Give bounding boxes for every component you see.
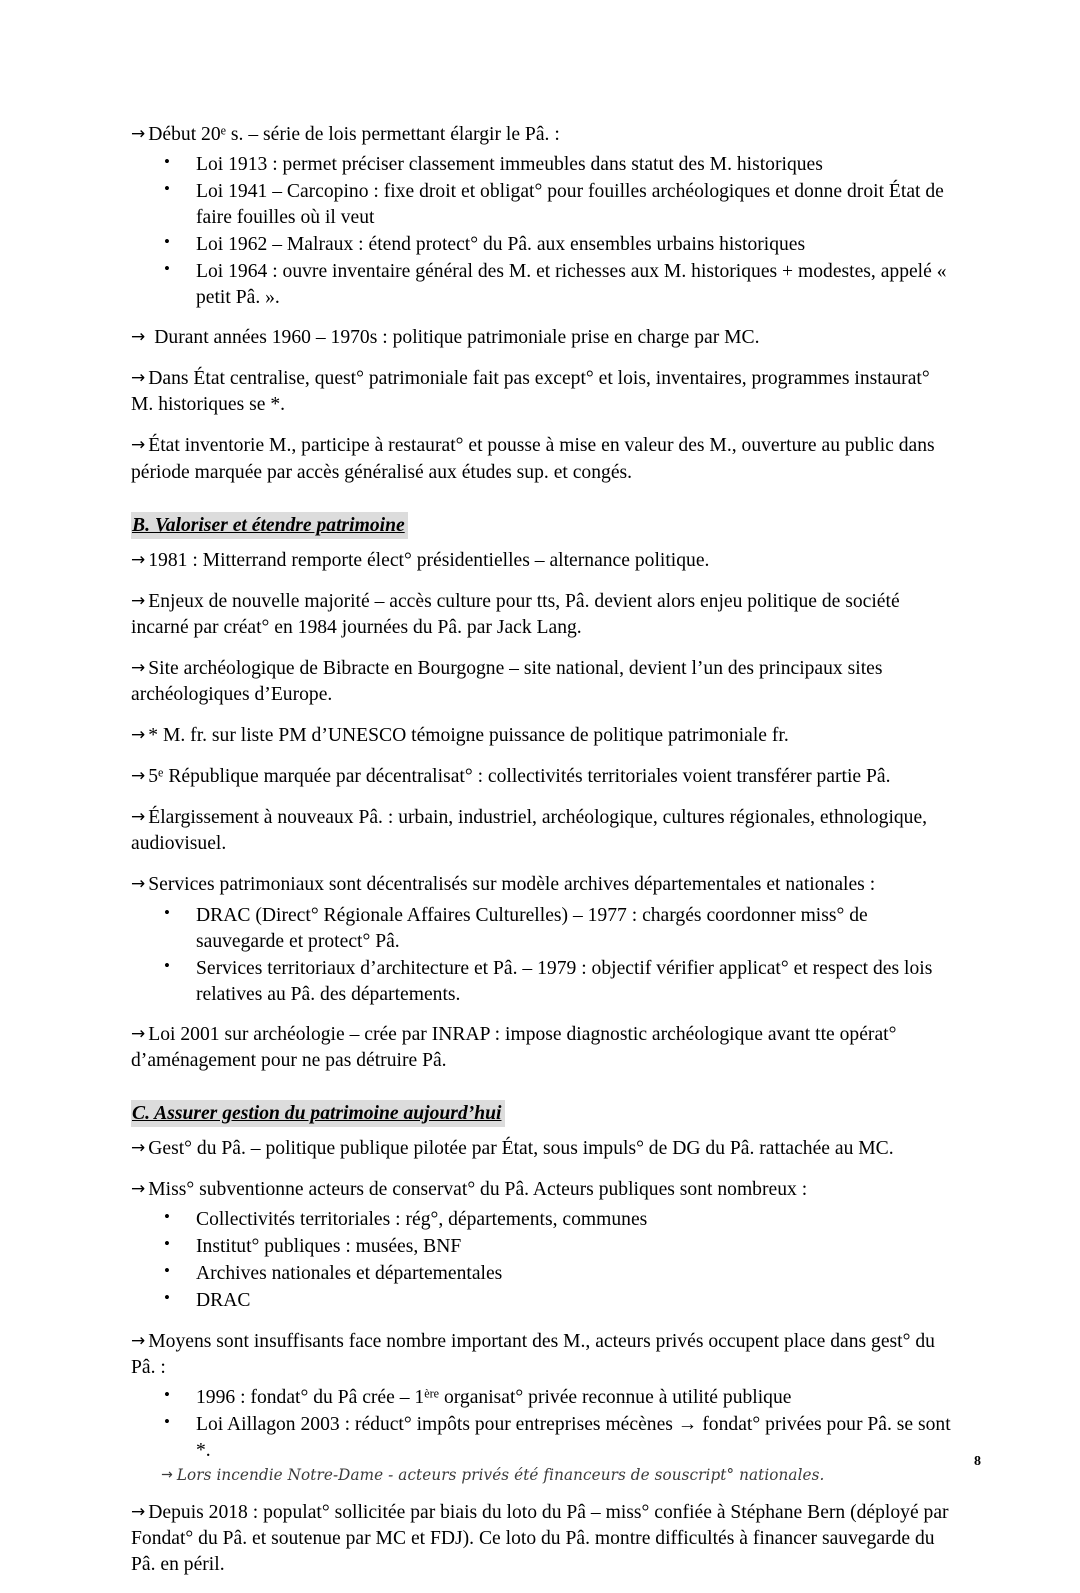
- list-acteurs-publiques: [131, 1207, 951, 1314]
- paragraph-elargissement-text: Élargissement à nouveaux Pâ. : urbain, industriel, archéologique, cultures régionales, ethnologique, audiovisuel.: [131, 807, 928, 855]
- paragraph-moyens-insuffisants: [131, 1329, 951, 1381]
- paragraph-durant-annees: [131, 325, 951, 351]
- arrow-icon: →: [131, 1330, 146, 1351]
- handwritten-annotation-notre-dame: [131, 1466, 951, 1486]
- arrow-icon: →: [131, 550, 146, 571]
- paragraph-debut-20e-after: s. – série de lois permettant élargir le Pâ. :: [226, 124, 560, 145]
- arrow-icon: →: [161, 1466, 173, 1483]
- paragraph-enjeux-majorite: [131, 589, 951, 641]
- list-item-1996-after: organisat° privée reconnue à utilité publique: [439, 1386, 792, 1408]
- arrow-icon: →: [131, 1023, 146, 1044]
- paragraph-elargissement: [131, 805, 951, 857]
- paragraph-unesco-text: * M. fr. sur liste PM d’UNESCO témoigne puissance de politique patrimoniale fr.: [148, 725, 789, 747]
- superscript-ordinal-ere: ère: [424, 1386, 440, 1401]
- arrow-icon: →: [131, 725, 146, 746]
- arrow-icon: →: [131, 124, 146, 144]
- paragraph-5e-republique-after: République marquée par décentralisat° : collectivités territoriales voient transférer partie Pâ.: [163, 766, 891, 788]
- paragraph-debut-20e-before: Début 20: [148, 124, 221, 145]
- paragraph-services-patrimoniaux-text: Services patrimoniaux sont décentralisés sur modèle archives départementales et nationales :: [148, 874, 876, 896]
- paragraph-enjeux-majorite-text: Enjeux de nouvelle majorité – accès culture pour tts, Pâ. devient alors enjeu politique de société incarné par créat° en 1984 journées du Pâ. par Jack Lang.: [131, 591, 900, 639]
- paragraph-etat-centralise-text: Dans État centralise, quest° patrimoniale fait pas except° et lois, inventaires, programmes instaurat° M. historiques se *.: [131, 368, 930, 416]
- paragraph-unesco: [131, 723, 951, 749]
- arrow-icon: →: [131, 591, 146, 612]
- paragraph-services-patrimoniaux: [131, 872, 951, 898]
- paragraph-etat-inventorie: [131, 433, 951, 485]
- paragraph-debut-20e: [131, 122, 951, 148]
- section-heading-c-wrapper: [131, 1100, 951, 1136]
- superscript-ordinal-e: e: [158, 765, 164, 780]
- paragraph-moyens-insuffisants-text: Moyens sont insuffisants face nombre important des M., acteurs privés occupent place dans gest° du Pâ. :: [131, 1330, 935, 1378]
- handwritten-annotation-text: Lors incendie Notre-Dame - acteurs privés été financeurs de souscript° nationales.: [176, 1465, 825, 1484]
- list-item: • Loi 1964 : ouvre inventaire général des M. et richesses aux M. historiques + modestes, appelé « petit Pâ. ».: [131, 259, 951, 311]
- arrow-icon: →: [131, 766, 146, 787]
- paragraph-etat-inventorie-text: État inventorie M., participe à restaurat° et pousse à mise en valeur des M., ouverture au public dans période marquée par accès généralisé aux études sup. et congés.: [131, 435, 935, 483]
- list-lois: [131, 152, 951, 311]
- section-heading-b-wrapper: [131, 512, 951, 548]
- paragraph-depuis-2018: [131, 1500, 951, 1578]
- list-item: • Loi 1962 – Malraux : étend protect° du Pâ. aux ensembles urbains historiques: [131, 232, 951, 258]
- list-item: • DRAC: [131, 1288, 951, 1314]
- arrow-icon: →: [131, 368, 146, 389]
- arrow-icon: →: [131, 807, 146, 828]
- paragraph-1981-mitterrand: [131, 548, 951, 574]
- arrow-icon: →: [131, 435, 146, 456]
- paragraph-loi-2001-text: Loi 2001 sur archéologie – crée par INRAP : impose diagnostic archéologique avant tte opérat° d’aménagement pour ne pas détruire Pâ.: [131, 1023, 897, 1071]
- arrow-icon: →: [131, 327, 146, 348]
- paragraph-5e-republique-before: 5: [148, 766, 159, 788]
- list-item: • Loi Aillagon 2003 : réduct° impôts pour entreprises mécènes → fondat° privées pour Pâ. se sont *.: [131, 1412, 951, 1464]
- arrow-icon: →: [131, 874, 146, 895]
- arrow-icon: →: [131, 1138, 146, 1159]
- superscript-ordinal-e: e: [220, 123, 227, 138]
- list-item: • DRAC (Direct° Régionale Affaires Culturelles) – 1977 : chargés coordonner miss° de sauvegarde et protect° Pâ.: [131, 903, 951, 955]
- list-item: • Collectivités territoriales : rég°, départements, communes: [131, 1207, 951, 1233]
- list-item: [131, 1385, 951, 1411]
- arrow-icon: →: [131, 1179, 146, 1200]
- section-heading-b: B. Valoriser et étendre patrimoine: [131, 512, 408, 539]
- paragraph-bibracte-text: Site archéologique de Bibracte en Bourgogne – site national, devient l’un des principaux sites archéologiques d’Europe.: [131, 658, 883, 706]
- paragraph-durant-annees-text: Durant années 1960 – 1970s : politique patrimoniale prise en charge par MC.: [154, 327, 760, 349]
- list-acteurs-prives: [131, 1385, 951, 1464]
- section-heading-c: C. Assurer gestion du patrimoine aujourd’hui: [131, 1100, 505, 1127]
- paragraph-miss-subventionne: [131, 1177, 951, 1203]
- paragraph-bibracte: [131, 656, 951, 708]
- page-content: [131, 122, 951, 1593]
- paragraph-gest-du-pa: [131, 1136, 951, 1162]
- list-item: • Institut° publiques : musées, BNF: [131, 1234, 951, 1260]
- page-number: 8: [974, 1454, 981, 1469]
- paragraph-1981-mitterrand-text: 1981 : Mitterrand remporte élect° présidentielles – alternance politique.: [148, 550, 710, 572]
- paragraph-etat-centralise: [131, 366, 951, 418]
- paragraph-miss-subventionne-text: Miss° subventionne acteurs de conservat° du Pâ. Acteurs publiques sont nombreux :: [148, 1179, 808, 1201]
- paragraph-depuis-2018-text: Depuis 2018 : populat° sollicitée par biais du loto du Pâ – miss° confiée à Stéphane Bern (déployé par Fondat° du Pâ. et soutenue par MC et FDJ). Ce loto du Pâ. montre difficultés à financer sauvegarde du Pâ. en péril.: [131, 1501, 949, 1575]
- arrow-icon: →: [131, 1501, 146, 1522]
- list-item: • Loi 1941 – Carcopino : fixe droit et obligat° pour fouilles archéologiques et donne droit État de faire fouilles où il veut: [131, 179, 951, 231]
- paragraph-5e-republique: [131, 764, 951, 790]
- list-item: • Services territoriaux d’architecture et Pâ. – 1979 : objectif vérifier applicat° et respect des lois relatives au Pâ. des départements.: [131, 956, 951, 1008]
- list-item: • Loi 1913 : permet préciser classement immeubles dans statut des M. historiques: [131, 152, 951, 178]
- list-item: • Archives nationales et départementales: [131, 1261, 951, 1287]
- paragraph-loi-2001: [131, 1022, 951, 1074]
- paragraph-gest-du-pa-text: Gest° du Pâ. – politique publique pilotée par État, sous impuls° de DG du Pâ. rattachée au MC.: [148, 1138, 894, 1160]
- list-item-1996-before: 1996 : fondat° du Pâ crée – 1: [196, 1386, 425, 1408]
- list-services-decentralises: [131, 903, 951, 1008]
- arrow-icon: →: [131, 658, 146, 679]
